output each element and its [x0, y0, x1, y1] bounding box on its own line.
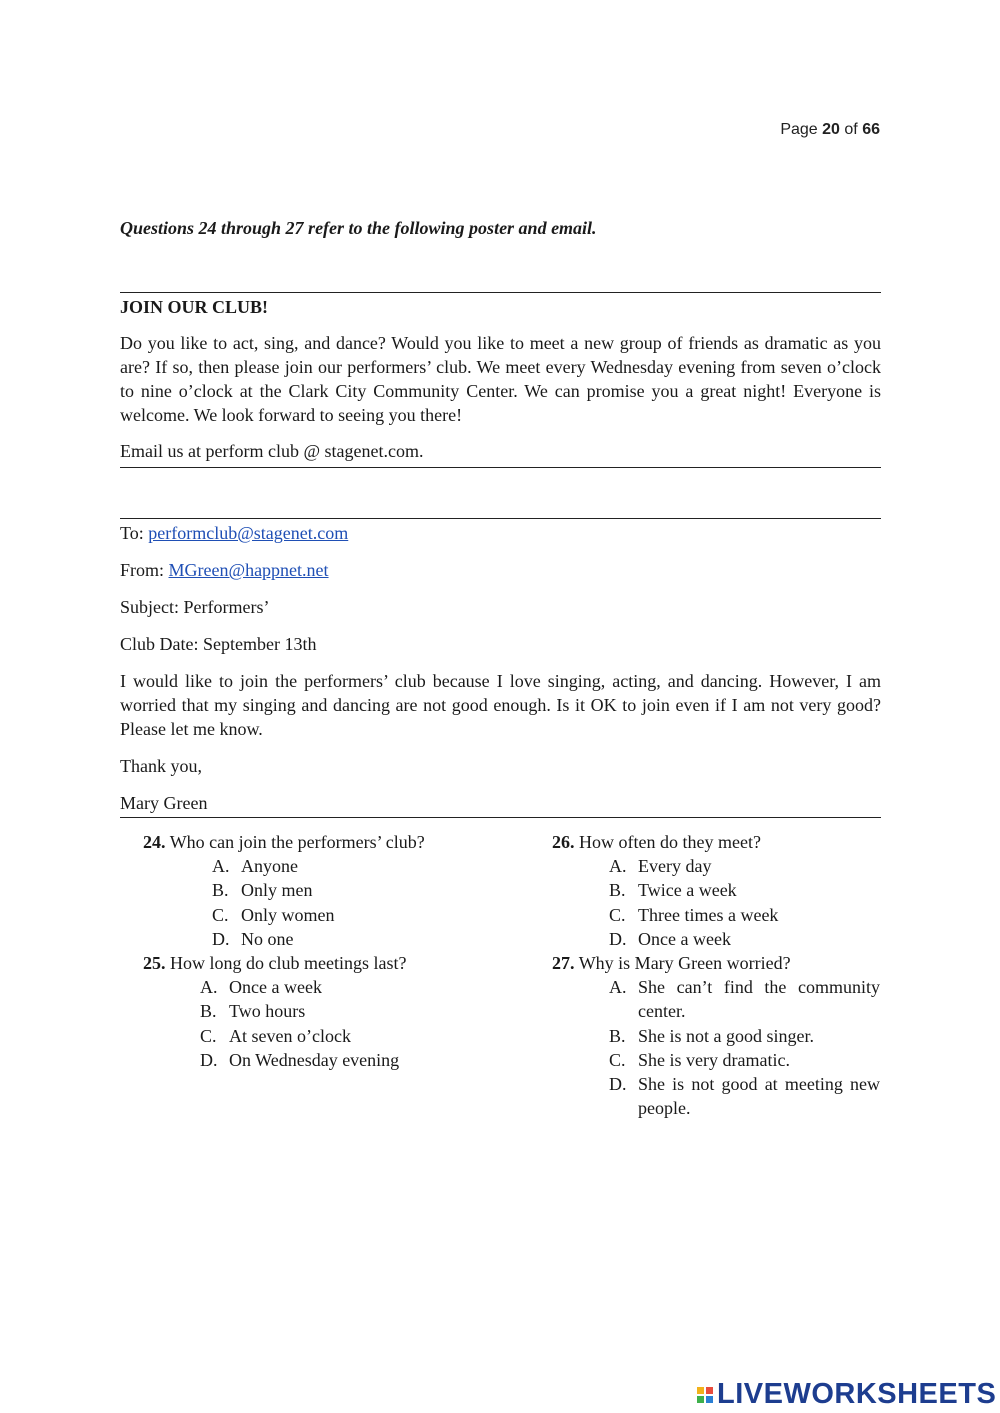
page-current: 20 [822, 121, 840, 138]
email-from-label: From: [120, 560, 165, 580]
option-25-d[interactable]: D. On Wednesday evening [200, 1049, 400, 1070]
email-to-line [120, 521, 881, 545]
option-24-b[interactable]: B. Only men [212, 880, 313, 901]
option-27-c[interactable]: C. She is very dramatic. [609, 1049, 790, 1070]
email-message [120, 518, 881, 818]
option-27-b[interactable]: B. She is not a good singer. [609, 1025, 814, 1046]
option-25-b[interactable]: B. Two hours [200, 1001, 306, 1022]
question-26-stem: 26. How often do they meet? [552, 832, 761, 852]
email-subject: Subject: Performers’ [120, 597, 270, 617]
email-from-line [120, 558, 881, 582]
email-body: I would like to join the performers’ club because I love singing, acting, and dancing. However, I am worried that my singing and dancing are not good enough. Is it OK to join even if I am not very good? Please let me know. [120, 671, 881, 739]
option-26-d[interactable]: D. Once a week [609, 928, 731, 949]
option-24-c[interactable]: C. Only women [212, 904, 335, 925]
poster-body: Do you like to act, sing, and dance? Would you like to meet a new group of friends as dramatic as you are? If so, then please join our performers’ club. We meet every Wednesday evening from seven o’clock to nine o’clock at the Clark City Community Center. We can promise you a great night! Everyone is welcome. We look forward to seeing you there! [120, 333, 881, 425]
email-signature: Mary Green [120, 793, 208, 813]
questions-left-column [143, 830, 473, 1072]
email-club-date: Club Date: September 13th [120, 634, 317, 654]
questions-right-column [552, 830, 880, 1120]
option-26-a[interactable]: A. Every day [609, 856, 712, 877]
option-26-b[interactable]: B. Twice a week [609, 880, 737, 901]
poster-title: JOIN OUR CLUB! [120, 297, 269, 317]
page-of: of [844, 121, 858, 138]
option-25-c[interactable]: C. At seven o’clock [200, 1025, 351, 1046]
page-total: 66 [862, 121, 880, 138]
question-27-stem: 27. Why is Mary Green worried? [552, 953, 791, 974]
option-26-c[interactable]: C. Three times a week [609, 904, 779, 925]
option-24-d[interactable]: D. No one [212, 928, 294, 949]
option-25-a[interactable]: A. Once a week [200, 977, 322, 998]
email-to-link[interactable]: performclub@stagenet.com [148, 523, 349, 543]
page-number [780, 121, 880, 139]
question-25 [143, 951, 473, 1072]
option-24-a[interactable]: A. Anyone [212, 856, 298, 877]
logo-text: LIVEWORKSHEETS [717, 1378, 997, 1410]
instructions: Questions 24 through 27 refer to the following poster and email. [120, 218, 597, 238]
question-26 [552, 830, 880, 951]
option-27-d[interactable]: D. She is not good at meeting new people. [609, 1074, 880, 1119]
club-poster [120, 292, 881, 468]
question-27 [552, 951, 880, 1120]
question-24-stem: 24. Who can join the performers’ club? [143, 832, 425, 852]
logo-blocks-icon [697, 1387, 713, 1403]
question-25-stem: 25. How long do club meetings last? [143, 953, 407, 974]
poster-email-line: Email us at perform club @ stagenet.com. [120, 441, 424, 461]
page-label: Page [780, 121, 818, 138]
email-closing: Thank you, [120, 756, 202, 776]
option-27-a[interactable]: A. She can’t find the community center. [609, 977, 880, 1022]
email-to-label: To: [120, 523, 144, 543]
question-24 [143, 830, 473, 951]
email-from-link[interactable]: MGreen@happnet.net [168, 560, 329, 580]
liveworksheets-logo [697, 1378, 996, 1411]
